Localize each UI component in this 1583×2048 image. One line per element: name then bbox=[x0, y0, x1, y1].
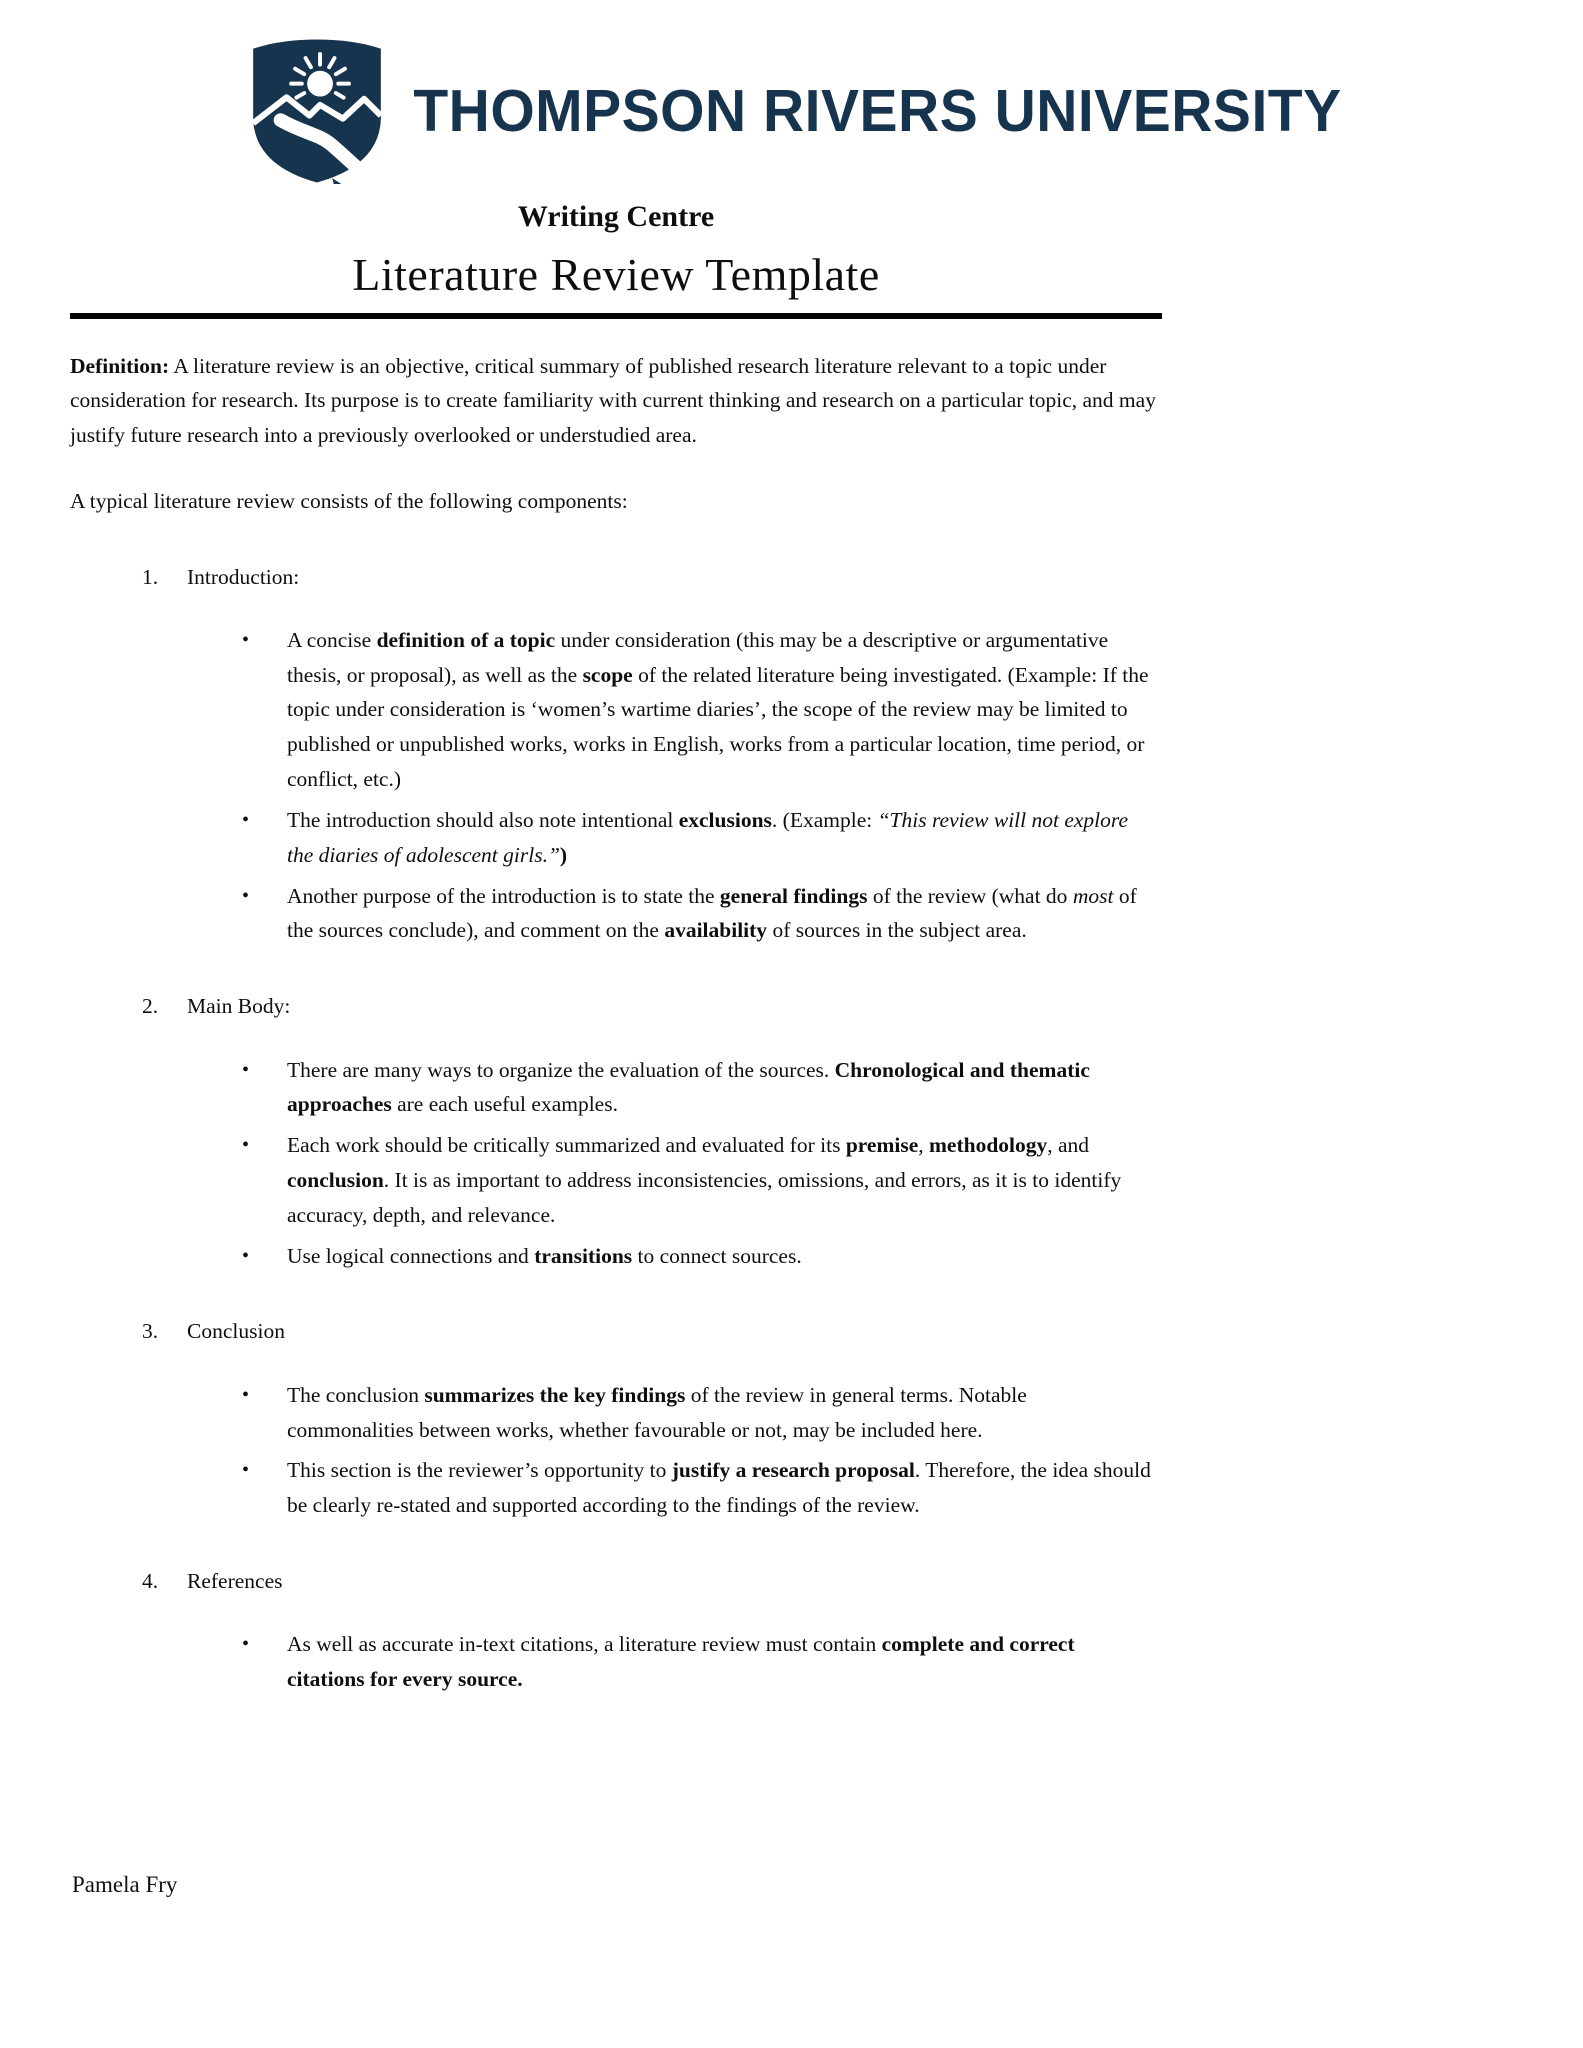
title-divider-rule bbox=[70, 313, 1162, 319]
bullet-marker: • bbox=[242, 884, 250, 907]
list-item bbox=[70, 1378, 1162, 1448]
section-title: Main Body: bbox=[187, 994, 291, 1019]
section-number: 2. bbox=[142, 994, 159, 1019]
section-main-body bbox=[70, 990, 1162, 1273]
bullet-text: Another purpose of the introduction is to state the general findings of the review (what do most of the sources conclude), and comment on the availability of sources in the subject area. bbox=[287, 883, 1137, 943]
definition-paragraph: Definition: A literature review is an objective, critical summary of published research literature relevant to a topic under consideration for research. Its purpose is to create familiarity with current thinking and research on a particular topic, and may justify future research into a previously overlooked or understudied area. bbox=[70, 354, 1156, 447]
bullet-marker: • bbox=[242, 1244, 250, 1267]
bullet-text: The conclusion summarizes the key findings of the review in general terms. Notable commonalities between works, whether favourable or not, may be included here. bbox=[287, 1382, 1027, 1442]
section-heading bbox=[70, 561, 1162, 593]
section-number: 1. bbox=[142, 564, 159, 589]
bullet-list bbox=[70, 1627, 1162, 1697]
list-item bbox=[70, 1239, 1162, 1274]
bullet-marker: • bbox=[242, 1134, 250, 1157]
document-column bbox=[70, 200, 1162, 1697]
list-item bbox=[70, 1128, 1162, 1232]
bullet-marker: • bbox=[242, 1383, 250, 1406]
section-title: Introduction: bbox=[187, 564, 300, 589]
bullet-text: The introduction should also note intentional exclusions. (Example: “This review will not explore the diaries of adolescent girls.”) bbox=[287, 807, 1129, 867]
bullet-text: Use logical connections and transitions to connect sources. bbox=[287, 1243, 802, 1268]
bullet-text: A concise definition of a topic under consideration (this may be a descriptive or argumentative thesis, or proposal), as well as the scope of the related literature being investigated. (Example: If the topic under consideration is ‘women’s wartime diaries’, the scope of the review may be limited to published or unpublished works, works in English, works from a particular location, time period, or conflict, etc.) bbox=[287, 627, 1149, 792]
list-item bbox=[70, 1053, 1162, 1123]
bullet-list bbox=[70, 623, 1162, 948]
bullet-text: As well as accurate in-text citations, a literature review must contain complete and correct citations for every source. bbox=[287, 1632, 1075, 1692]
list-item bbox=[70, 1453, 1162, 1523]
list-item bbox=[70, 803, 1162, 873]
section-conclusion bbox=[70, 1315, 1162, 1523]
bullet-marker: • bbox=[242, 1633, 250, 1656]
author-name: Pamela Fry bbox=[72, 1872, 178, 1897]
university-wordmark: THOMPSON RIVERS UNIVERSITY bbox=[413, 77, 1342, 145]
bullet-text: This section is the reviewer’s opportunity to justify a research proposal. Therefore, the idea should be clearly re-stated and supported according to the findings of the review. bbox=[287, 1458, 1151, 1518]
section-title: References bbox=[187, 1569, 283, 1594]
section-references bbox=[70, 1565, 1162, 1697]
bullet-text: There are many ways to organize the evaluation of the sources. Chronological and thematic approaches are each useful examples. bbox=[287, 1057, 1090, 1117]
section-number: 4. bbox=[142, 1569, 159, 1594]
list-item bbox=[70, 879, 1162, 949]
bullet-text: Each work should be critically summarized and evaluated for its premise, methodology, and conclusion. It is as important to address inconsistencies, omissions, and errors, as it is to identify accuracy, depth, and relevance. bbox=[287, 1133, 1122, 1227]
bullet-marker: • bbox=[242, 628, 250, 651]
section-number: 3. bbox=[142, 1319, 159, 1344]
section-title: Conclusion bbox=[187, 1319, 285, 1344]
section-heading bbox=[70, 1315, 1162, 1347]
section-heading bbox=[70, 990, 1162, 1022]
components-intro-line: A typical literature review consists of the following components: bbox=[70, 489, 628, 514]
subtitle-writing-centre: Writing Centre bbox=[517, 200, 715, 233]
list-item bbox=[70, 623, 1162, 797]
section-introduction bbox=[70, 561, 1162, 949]
bullet-list bbox=[70, 1378, 1162, 1523]
university-brand-header bbox=[0, 0, 1583, 184]
tru-shield-logo-icon bbox=[241, 38, 393, 184]
bullet-marker: • bbox=[242, 1058, 250, 1081]
bullet-list bbox=[70, 1053, 1162, 1274]
bullet-marker: • bbox=[242, 808, 250, 831]
bullet-marker: • bbox=[242, 1459, 250, 1482]
list-item bbox=[70, 1627, 1162, 1697]
page-title: Literature Review Template bbox=[352, 249, 880, 300]
section-heading bbox=[70, 1565, 1162, 1597]
